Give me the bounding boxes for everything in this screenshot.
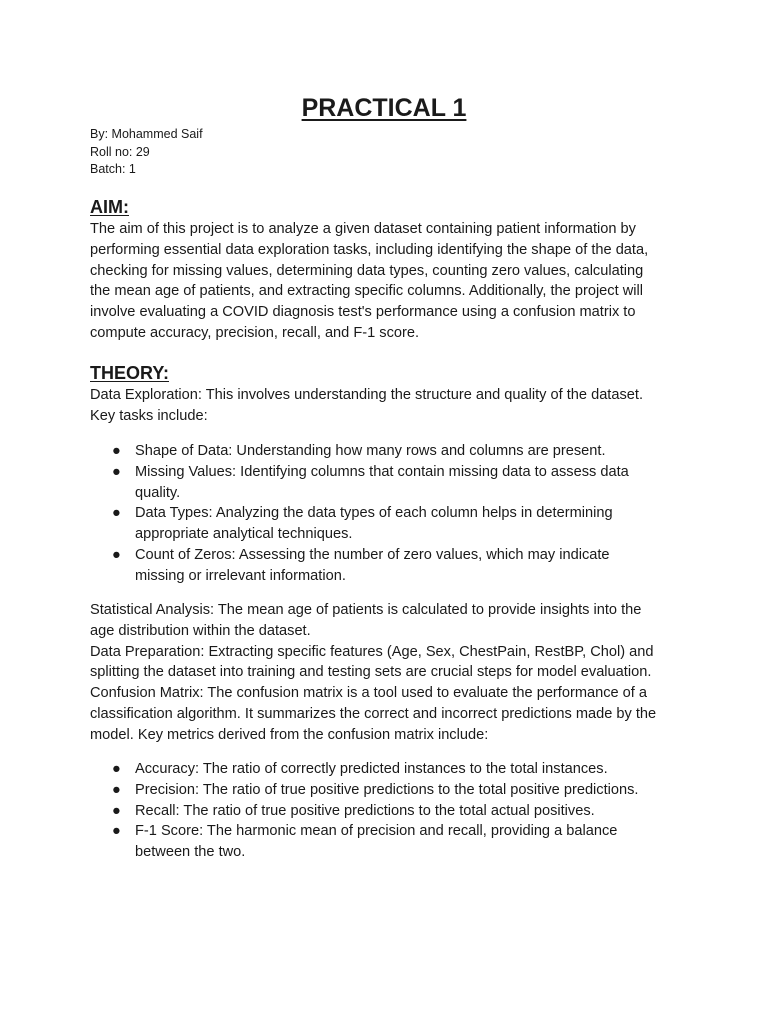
theory-body-line: Data Preparation: Extracting specific features (Age, Sex, ChestPain, RestBP, Chol) and xyxy=(90,643,654,660)
bullet-icon: ● xyxy=(112,546,121,563)
theory-body-line: classification algorithm. It summarizes the correct and incorrect predictions made by the xyxy=(90,705,657,722)
list-item-text: Data Types: Analyzing the data types of each column helps in determining xyxy=(135,505,613,522)
theory-body-line: age distribution within the dataset. xyxy=(90,622,311,639)
aim-paragraph xyxy=(90,219,690,344)
list-item xyxy=(90,545,690,587)
author-info xyxy=(90,126,203,179)
bullet-icon: ● xyxy=(112,761,121,777)
metrics-list xyxy=(90,759,690,863)
list-item xyxy=(90,801,690,822)
bullet-icon: ● xyxy=(112,505,121,522)
list-item-text: F-1 Score: The harmonic mean of precision and recall, providing a balance xyxy=(135,823,618,840)
theory-body xyxy=(90,600,690,746)
theory-body-line: Statistical Analysis: The mean age of patients is calculated to provide insights into the xyxy=(90,602,642,618)
theory-body-line: model. Key metrics derived from the confusion matrix include: xyxy=(90,726,489,743)
page-title xyxy=(0,92,768,124)
roll-number: Roll no: 29 xyxy=(90,144,150,159)
list-item xyxy=(90,462,690,504)
list-item xyxy=(90,441,690,462)
list-item-text: Recall: The ratio of true positive predictions to the total actual positives. xyxy=(135,802,595,819)
list-item-text: Accuracy: The ratio of correctly predicted instances to the total instances. xyxy=(135,761,608,777)
theory-intro xyxy=(90,385,690,427)
list-item-text: appropriate analytical techniques. xyxy=(135,526,353,543)
page-title-text: PRACTICAL 1 xyxy=(301,94,467,122)
aim-line: involve evaluating a COVID diagnosis test's performance using a confusion matrix to xyxy=(90,304,636,321)
list-item xyxy=(90,780,690,801)
batch-number: Batch: 1 xyxy=(90,162,136,176)
aim-line: The aim of this project is to analyze a given dataset containing patient information by xyxy=(90,221,636,237)
aim-line: compute accuracy, precision, recall, and F-1 score. xyxy=(90,324,420,341)
list-item xyxy=(90,759,690,780)
list-item-text: quality. xyxy=(135,484,181,501)
list-item-text: Missing Values: Identifying columns that contain missing data to assess data xyxy=(135,463,629,480)
list-item-text: missing or irrelevant information. xyxy=(135,567,346,584)
list-item xyxy=(90,821,690,863)
data-exploration-list xyxy=(90,441,690,587)
theory-intro-line: Data Exploration: This involves understanding the structure and quality of the dataset. xyxy=(90,387,644,403)
aim-line: performing essential data exploration tasks, including identifying the shape of the data, xyxy=(90,241,649,258)
list-item-text: Shape of Data: Understanding how many rows and columns are present. xyxy=(135,443,606,459)
bullet-icon: ● xyxy=(112,802,121,819)
bullet-icon: ● xyxy=(112,463,121,480)
theory-body-line: Confusion Matrix: The confusion matrix is a tool used to evaluate the performance of a xyxy=(90,685,648,702)
theory-heading: THEORY: xyxy=(90,363,169,383)
bullet-icon: ● xyxy=(112,443,121,459)
bullet-icon: ● xyxy=(112,823,121,840)
theory-intro-line: Key tasks include: xyxy=(90,407,208,424)
theory-body-line: splitting the dataset into training and testing sets are crucial steps for model evaluation. xyxy=(90,664,652,681)
list-item xyxy=(90,503,690,545)
aim-line: the mean age of patients, and extracting specific columns. Additionally, the project will xyxy=(90,283,643,300)
author-name: By: Mohammed Saif xyxy=(90,127,203,141)
bullet-icon: ● xyxy=(112,781,121,798)
list-item-text: between the two. xyxy=(135,844,246,861)
list-item-text: Precision: The ratio of true positive predictions to the total positive predictions. xyxy=(135,781,639,798)
list-item-text: Count of Zeros: Assessing the number of zero values, which may indicate xyxy=(135,546,610,563)
aim-heading: AIM: xyxy=(90,197,129,217)
aim-line: checking for missing values, determining data types, counting zero values, calculating xyxy=(90,262,644,279)
